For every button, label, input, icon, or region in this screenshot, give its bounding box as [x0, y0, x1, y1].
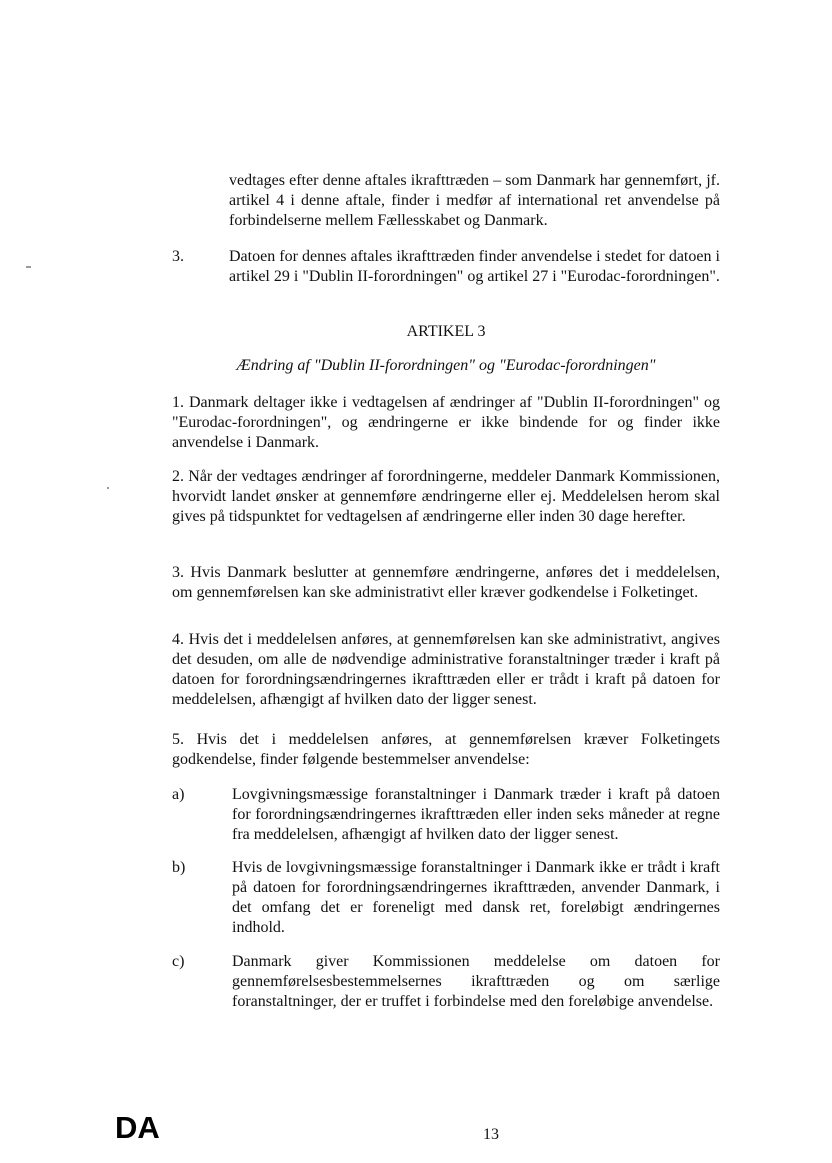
article-subheading: Ændring af "Dublin II-forordningen" og "Eurodac-forordningen" — [236, 357, 656, 374]
paragraph-2: 2. Når der vedtages ændringer af forordningerne, meddeler Danmark Kommissionen, hvorvidt landet ønsker at gennemføre ændringerne eller ej. Meddelelsen herom skal gives på tidspunktet for vedtagelsen af ændringerne eller inden 30 dage herefter. — [172, 468, 720, 525]
list-item-text: Hvis de lovgivningsmæssige foranstaltninger i Danmark ikke er trådt i kraft på datoen for forordningsændringernes ikrafttræden, anvender Danmark, i det omfang det er foreneligt med dansk ret, foreløbigt ændringernes indhold. — [232, 859, 720, 936]
paragraph-3: 3. Hvis Danmark beslutter at gennemføre ændringerne, anføres det i meddelelsen, om gennemførelsen kan ske administrativt eller kræver godkendelse i Folketinget. — [172, 564, 720, 601]
list-item-text: Danmark giver Kommissionen meddelelse om datoen for gennemførelsesbestemmelsernes ikrafttræden og om særlige foranstaltninger, der er truffet i forbindelse med den foreløbige anvendelse. — [232, 953, 720, 1010]
list-item-label: c) — [172, 953, 185, 970]
scan-speck — [26, 266, 31, 268]
scan-speck — [107, 487, 109, 489]
page-number: 13 — [483, 1126, 499, 1143]
paragraph-1: 1. Danmark deltager ikke i vedtagelsen af ændringer af "Dublin II-forordningen" og "Eurodac-forordningen", og ændringerne er ikke bindende for og finder ikke anvendelse i Danmark. — [172, 394, 720, 451]
list-item-label: b) — [172, 859, 186, 876]
list-item-label: a) — [172, 786, 185, 803]
paragraph-4: 4. Hvis det i meddelelsen anføres, at gennemførelsen kan ske administrativt, angives det desuden, om alle de nødvendige administrative foranstaltninger træder i kraft på datoen for forordningsændringernes ikrafttræden eller er trådt i kraft på datoen for meddelelsen, afhængigt af hvilken dato der ligger senest. — [172, 631, 720, 708]
item-text: Datoen for dennes aftales ikrafttræden finder anvendelse i stedet for datoen i artikel 29 i "Dublin II-forordningen" og artikel 27 i "Eurodac-forordningen". — [229, 248, 720, 285]
paragraph-5: 5. Hvis det i meddelelsen anføres, at gennemførelsen kræver Folketingets godkendelse, finder følgende bestemmelser anvendelse: — [172, 731, 720, 768]
item-number: 3. — [172, 248, 184, 265]
list-item-text: Lovgivningsmæssige foranstaltninger i Danmark træder i kraft på datoen for forordningsændringernes ikrafttræden eller inden seks måneder at regne fra meddelelsen, afhængigt af hvilken dato der ligger senest. — [232, 786, 720, 843]
article-heading: ARTIKEL 3 — [406, 323, 486, 340]
language-code: DA — [115, 1110, 160, 1145]
continuation-text: vedtages efter denne aftales ikrafttræden – som Danmark har gennemført, jf. artikel 4 i denne aftale, finder i medfør af international ret anvendelse på forbindelserne mellem Fællesskabet og Danmark. — [229, 172, 720, 229]
